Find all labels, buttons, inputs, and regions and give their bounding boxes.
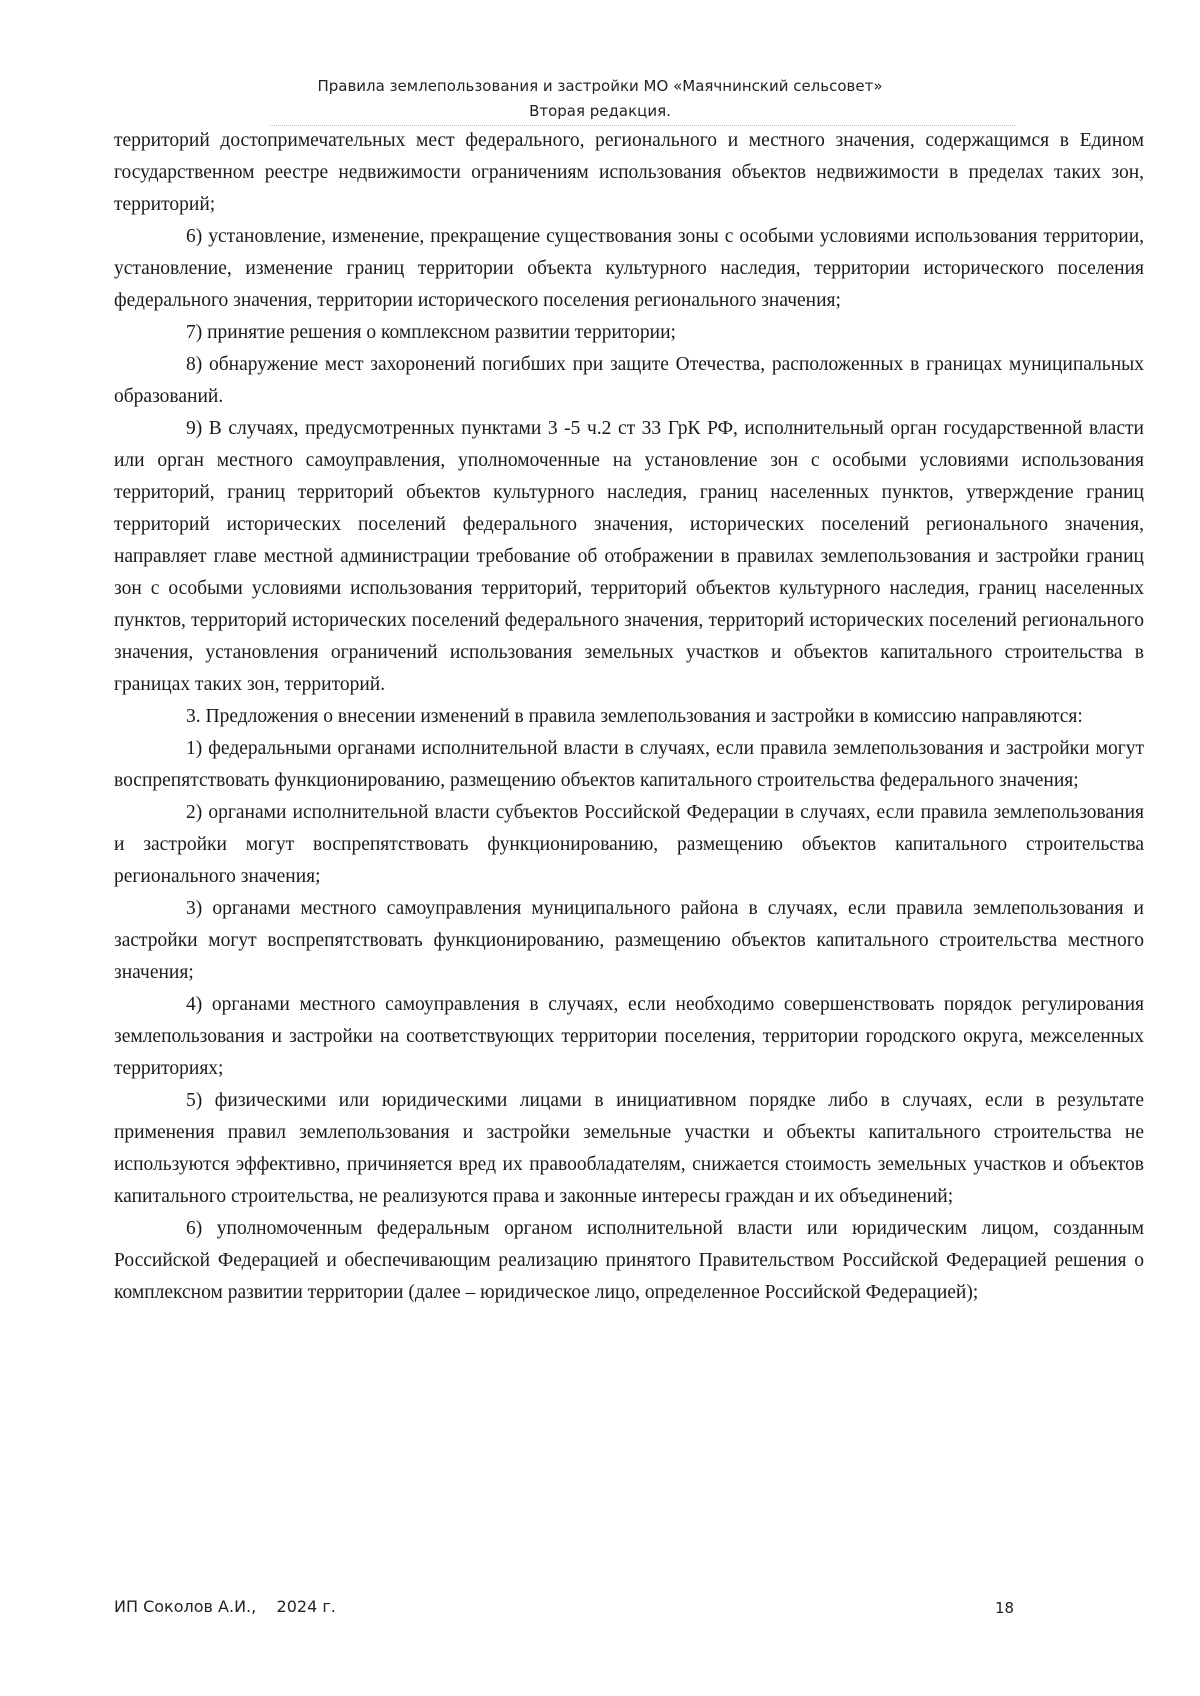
- paragraph-proposer-6: 6) уполномоченным федеральным органом исполнительной власти или юридическим лицом, созданным Российской Федерацией и обеспечивающим реализацию принятого Правительством Российской Федерацией решения о комплексном развитии территории (далее – юридическое лицо, определенное Российской Федерацией);: [114, 1218, 1144, 1303]
- paragraph-proposer-1: 1) федеральными органами исполнительной власти в случаях, если правила землепользования и застройки могут воспрепятствовать функционированию, размещению объектов капитального строительства федерального значения;: [114, 738, 1144, 791]
- paragraph-section-3: 3. Предложения о внесении изменений в правила землепользования и застройки в комиссию направляются:: [186, 706, 1083, 727]
- paragraph-proposer-5: 5) физическими или юридическими лицами в инициативном порядке либо в случаях, если в результате применения правил землепользования и застройки земельные участки и объекты капитального строительства не используются эффективно, причиняется вред их правообладателям, снижается стоимость земельных участков и объектов капитального строительства, не реализуются права и законные интересы граждан и их объединений;: [114, 1090, 1144, 1207]
- paragraph-item-8: 8) обнаружение мест захоронений погибших при защите Отечества, расположенных в границах муниципальных образований.: [114, 354, 1144, 407]
- paragraph-proposer-3: 3) органами местного самоуправления муниципального района в случаях, если правила землепользования и застройки могут воспрепятствовать функционированию, размещению объектов капитального строительства местного значения;: [114, 898, 1144, 983]
- document-body: [114, 125, 1144, 1309]
- paragraph-proposer-4: 4) органами местного самоуправления в случаях, если необходимо совершенствовать порядок регулирования землепользования и застройки на соответствующих территории поселения, территории городского округа, межселенных территориях;: [114, 994, 1144, 1079]
- header-edition: Вторая редакция.: [529, 102, 671, 120]
- paragraph-proposer-2: 2) органами исполнительной власти субъектов Российской Федерации в случаях, если правила землепользования и застройки могут воспрепятствовать функционированию, размещению объектов капитального строительства регионального значения;: [114, 802, 1144, 887]
- paragraph-item-9: 9) В случаях, предусмотренных пунктами 3 -5 ч.2 ст 33 ГрК РФ, исполнительный орган государственной власти или орган местного самоуправления, уполномоченные на установление зон с особыми условиями использования территорий, границ территорий объектов культурного наследия, границ населенных пунктов, утверждение границ территорий исторических поселений федерального значения, исторических поселений регионального значения, направляет главе местной администрации требование об отображении в правилах землепользования и застройки границ зон с особыми условиями использования территорий, территорий объектов культурного наследия, границ населенных пунктов, территорий исторических поселений федерального значения, территорий исторических поселений регионального значения, установления ограничений использования земельных участков и объектов капитального строительства в границах таких зон, территорий.: [114, 418, 1144, 695]
- paragraph-continuation: территорий достопримечательных мест федерального, регионального и местного значения, содержащимся в Едином государственном реестре недвижимости ограничениям использования объектов недвижимости в пределах таких зон, территорий;: [114, 130, 1144, 215]
- page-number: 18: [995, 1599, 1015, 1617]
- footer-author: ИП Соколов А.И., 2024 г.: [114, 1597, 336, 1616]
- paragraph-item-7: 7) принятие решения о комплексном развитии территории;: [186, 322, 676, 343]
- header-title: Правила землепользования и застройки МО «Маячнинский сельсовет»: [317, 77, 883, 95]
- paragraph-item-6: 6) установление, изменение, прекращение существования зоны с особыми условиями использования территории, установление, изменение границ территории объекта культурного наследия, территории исторического поселения федерального значения, территории исторического поселения регионального значения;: [114, 226, 1144, 311]
- running-header: [0, 74, 1200, 124]
